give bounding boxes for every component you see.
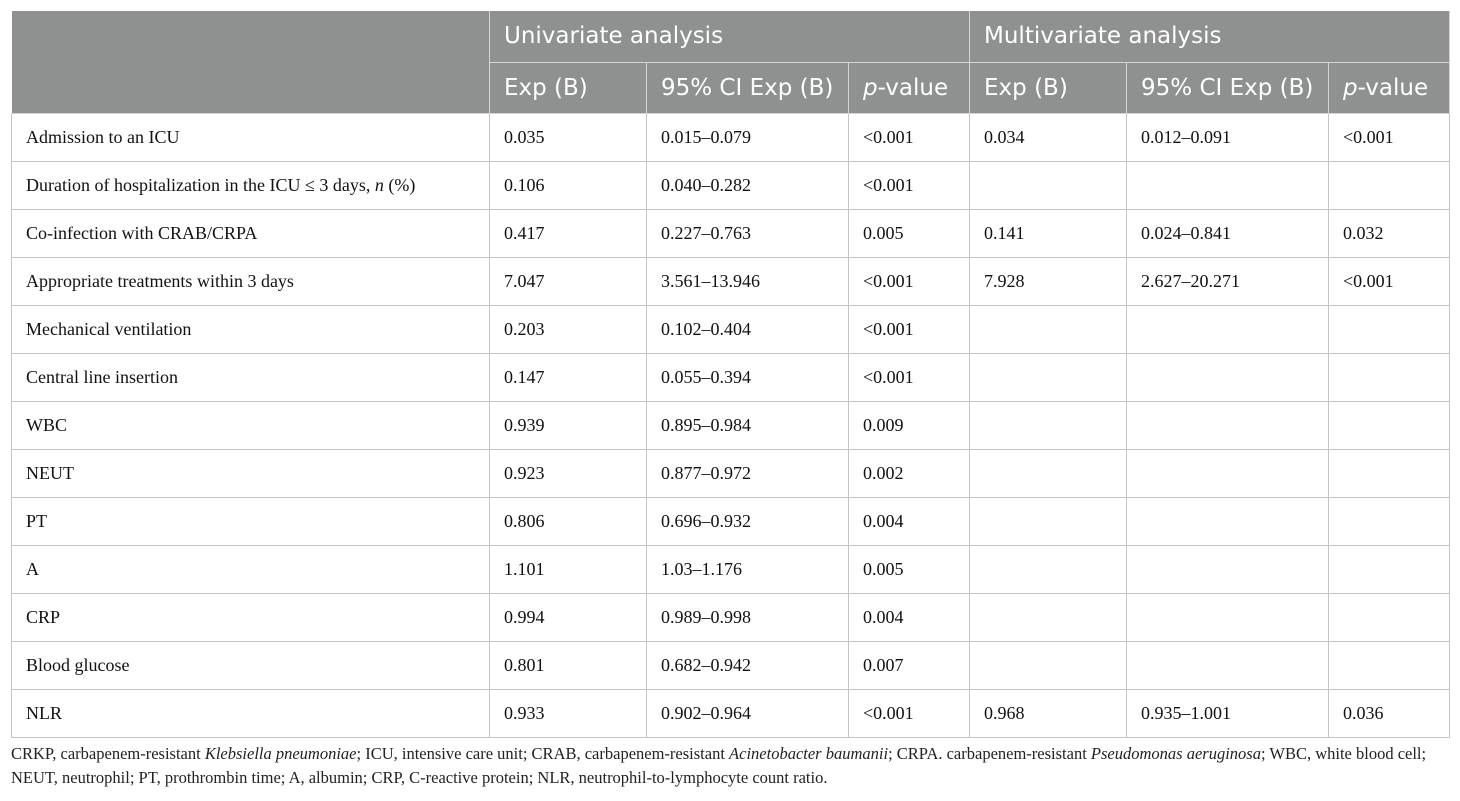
table-row	[12, 353, 1450, 401]
table-footnote	[11, 742, 1449, 790]
value-cell: 0.102–0.404	[647, 305, 849, 353]
value-cell: 0.939	[490, 401, 647, 449]
table-row	[12, 113, 1450, 161]
value-cell	[1329, 353, 1450, 401]
variable-cell	[12, 593, 490, 641]
footnote-part: CRKP, carbapenem-resistant	[11, 744, 205, 763]
value-cell	[970, 353, 1127, 401]
table-row	[12, 449, 1450, 497]
value-cell: 0.877–0.972	[647, 449, 849, 497]
column-header-tail: -value	[1357, 74, 1429, 101]
value-cell: 0.935–1.001	[1127, 689, 1329, 737]
value-cell: <0.001	[849, 689, 970, 737]
value-cell: 0.002	[849, 449, 970, 497]
variable-cell	[12, 353, 490, 401]
variable-label: NEUT	[26, 462, 74, 483]
value-cell: 0.696–0.932	[647, 497, 849, 545]
value-cell: 0.203	[490, 305, 647, 353]
value-cell	[970, 449, 1127, 497]
value-cell: 0.012–0.091	[1127, 113, 1329, 161]
column-header-2	[849, 62, 970, 113]
value-cell	[970, 545, 1127, 593]
variable-label: NLR	[26, 702, 62, 723]
value-cell: 0.147	[490, 353, 647, 401]
column-header-tail: -value	[877, 74, 949, 101]
value-cell	[970, 593, 1127, 641]
value-cell: <0.001	[849, 161, 970, 209]
column-header-4	[1127, 62, 1329, 113]
column-header-italic: p	[863, 74, 878, 101]
variable-label: Co-infection with CRAB/CRPA	[26, 222, 258, 243]
value-cell: <0.001	[849, 257, 970, 305]
value-cell	[970, 401, 1127, 449]
value-cell	[1127, 401, 1329, 449]
value-cell: 3.561–13.946	[647, 257, 849, 305]
value-cell: 0.004	[849, 593, 970, 641]
value-cell	[970, 641, 1127, 689]
variable-cell	[12, 545, 490, 593]
value-cell: 7.047	[490, 257, 647, 305]
value-cell	[970, 497, 1127, 545]
value-cell: 0.007	[849, 641, 970, 689]
variable-label: PT	[26, 510, 48, 531]
value-cell: <0.001	[1329, 113, 1450, 161]
value-cell: 0.682–0.942	[647, 641, 849, 689]
variable-cell	[12, 209, 490, 257]
column-header-5	[1329, 62, 1450, 113]
value-cell: 0.004	[849, 497, 970, 545]
table-body	[12, 113, 1450, 737]
footnote-part: ; CRPA. carbapenem-resistant	[888, 744, 1091, 763]
variable-cell	[12, 113, 490, 161]
value-cell: 0.005	[849, 209, 970, 257]
value-cell: 1.101	[490, 545, 647, 593]
value-cell: 0.968	[970, 689, 1127, 737]
value-cell: 0.009	[849, 401, 970, 449]
variable-label: Appropriate treatments within 3 days	[26, 270, 294, 291]
column-header-1	[647, 62, 849, 113]
variable-label: Admission to an ICU	[26, 126, 180, 147]
variable-label-tail: (%)	[383, 174, 416, 195]
variable-cell	[12, 689, 490, 737]
footnote-part: Acinetobacter baumanii	[729, 744, 889, 763]
value-cell: 0.141	[970, 209, 1127, 257]
variable-label: Mechanical ventilation	[26, 318, 192, 339]
results-table-container	[11, 11, 1449, 738]
value-cell	[1127, 305, 1329, 353]
value-cell: 0.994	[490, 593, 647, 641]
value-cell: 0.024–0.841	[1127, 209, 1329, 257]
value-cell	[1127, 593, 1329, 641]
column-header-italic: p	[1343, 74, 1358, 101]
table-row	[12, 593, 1450, 641]
column-header-0	[490, 62, 647, 113]
value-cell: 0.227–0.763	[647, 209, 849, 257]
value-cell: <0.001	[1329, 257, 1450, 305]
value-cell	[1127, 449, 1329, 497]
value-cell: 0.989–0.998	[647, 593, 849, 641]
value-cell: 0.040–0.282	[647, 161, 849, 209]
value-cell	[1329, 401, 1450, 449]
column-header-3	[970, 62, 1127, 113]
table-row	[12, 497, 1450, 545]
variable-cell	[12, 161, 490, 209]
value-cell: 0.005	[849, 545, 970, 593]
value-cell	[1127, 641, 1329, 689]
variable-label: CRP	[26, 606, 61, 627]
variable-label: Duration of hospitalization in the ICU ≤ 3 days,	[26, 174, 375, 195]
column-header-text: 95% CI Exp (B)	[1141, 74, 1314, 101]
value-cell: 0.895–0.984	[647, 401, 849, 449]
value-cell: 0.036	[1329, 689, 1450, 737]
value-cell: 0.055–0.394	[647, 353, 849, 401]
value-cell: 0.034	[970, 113, 1127, 161]
logistic-regression-table	[11, 11, 1450, 738]
value-cell	[1127, 545, 1329, 593]
variable-label: Central line insertion	[26, 366, 178, 387]
value-cell	[1329, 449, 1450, 497]
header-variable-blank	[12, 11, 490, 113]
value-cell: 0.417	[490, 209, 647, 257]
value-cell: <0.001	[849, 113, 970, 161]
table-row	[12, 689, 1450, 737]
variable-label: WBC	[26, 414, 68, 435]
value-cell: 0.806	[490, 497, 647, 545]
value-cell: 0.923	[490, 449, 647, 497]
value-cell	[970, 161, 1127, 209]
value-cell: 1.03–1.176	[647, 545, 849, 593]
table-row	[12, 305, 1450, 353]
column-header-text: Exp (B)	[984, 74, 1068, 101]
column-header-text: 95% CI Exp (B)	[661, 74, 834, 101]
value-cell	[970, 305, 1127, 353]
table-row	[12, 209, 1450, 257]
header-group-row	[12, 11, 1450, 62]
footnote-part: Pseudomonas aeruginosa	[1090, 744, 1261, 763]
value-cell: 0.933	[490, 689, 647, 737]
footnote-part: Klebsiella pneumoniae	[204, 744, 357, 763]
value-cell: 0.106	[490, 161, 647, 209]
variable-cell	[12, 257, 490, 305]
value-cell: 2.627–20.271	[1127, 257, 1329, 305]
footnote-part: ; ICU, intensive care unit; CRAB, carbapenem-resistant	[356, 744, 730, 763]
value-cell: 0.032	[1329, 209, 1450, 257]
value-cell: 0.035	[490, 113, 647, 161]
value-cell	[1329, 593, 1450, 641]
variable-cell	[12, 641, 490, 689]
value-cell	[1127, 497, 1329, 545]
table-row	[12, 545, 1450, 593]
header-multivariate: Multivariate analysis	[970, 11, 1450, 62]
table-row	[12, 641, 1450, 689]
value-cell	[1127, 353, 1329, 401]
value-cell: <0.001	[849, 353, 970, 401]
value-cell	[1329, 641, 1450, 689]
variable-cell	[12, 401, 490, 449]
variable-cell	[12, 497, 490, 545]
value-cell: 0.801	[490, 641, 647, 689]
value-cell	[1329, 305, 1450, 353]
value-cell: <0.001	[849, 305, 970, 353]
value-cell	[1329, 161, 1450, 209]
value-cell	[1329, 545, 1450, 593]
table-row	[12, 257, 1450, 305]
footnote-part: ; WBC, white blood cell; NEUT, neutrophil; PT, prothrombin time; A, albumin; CRP, C-reactive protein; NLR, neutrophil-to-lymphocyte count ratio.	[11, 744, 1427, 787]
value-cell: 0.015–0.079	[647, 113, 849, 161]
value-cell	[1329, 497, 1450, 545]
variable-label: A	[26, 558, 39, 579]
variable-cell	[12, 449, 490, 497]
value-cell: 0.902–0.964	[647, 689, 849, 737]
value-cell: 7.928	[970, 257, 1127, 305]
table-row	[12, 161, 1450, 209]
variable-cell	[12, 305, 490, 353]
variable-label: Blood glucose	[26, 654, 130, 675]
column-header-text: Exp (B)	[504, 74, 588, 101]
header-univariate: Univariate analysis	[490, 11, 970, 62]
value-cell	[1127, 161, 1329, 209]
table-row	[12, 401, 1450, 449]
variable-label-italic: n	[374, 174, 384, 195]
